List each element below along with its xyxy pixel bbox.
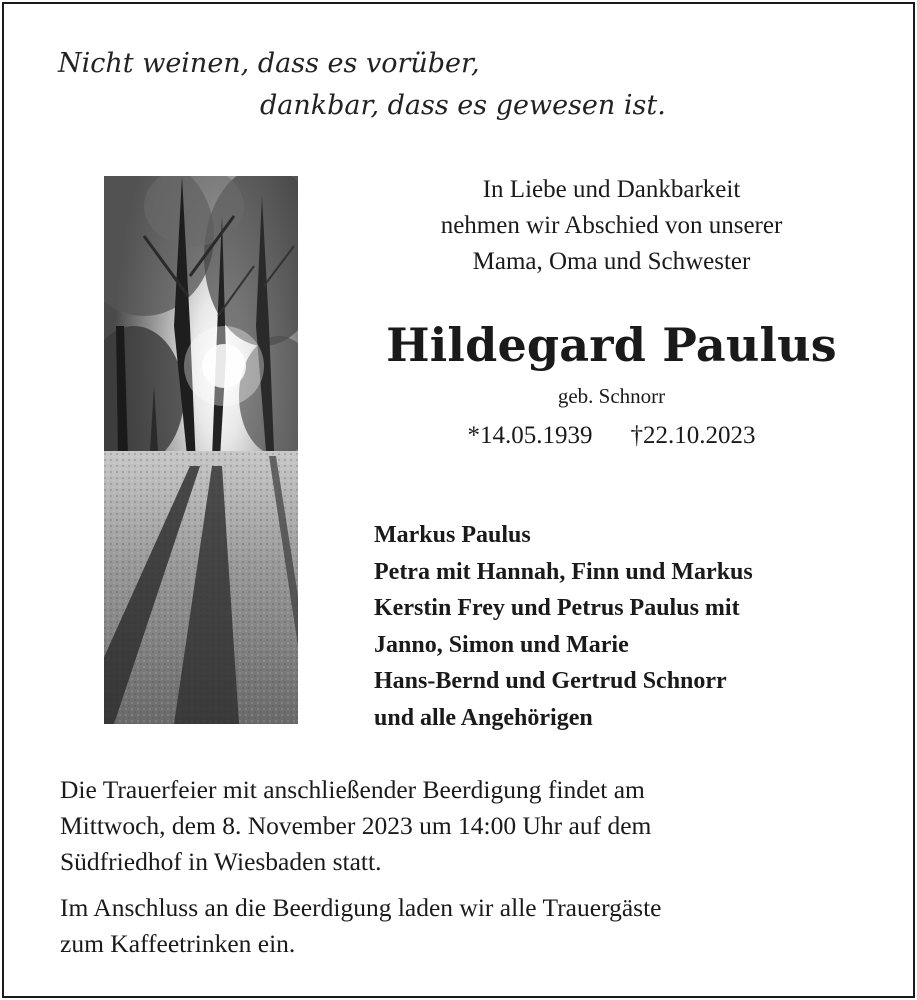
forest-sunlight-image xyxy=(104,176,298,724)
funeral-info xyxy=(60,772,880,880)
deceased-name: Hildegard Paulus xyxy=(386,318,837,372)
death-date: †22.10.2023 xyxy=(630,422,756,449)
intro-line-2: nehmen wir Abschied von unserer xyxy=(440,212,783,239)
maiden-name: geb. Schnorr xyxy=(557,384,666,408)
reception-info-line-1: Im Anschluss an die Beerdigung laden wir alle Trauergäste xyxy=(60,893,662,922)
funeral-info-line-2: Mittwoch, dem 8. November 2023 um 14:00 Uhr auf dem xyxy=(60,811,652,840)
funeral-info-line-3: Südfriedhof in Wiesbaden statt. xyxy=(60,847,382,876)
intro-line-1: In Liebe und Dankbarkeit xyxy=(482,176,741,203)
mourner-line: und alle Angehörigen xyxy=(374,704,593,731)
intro-text xyxy=(359,172,864,280)
obituary-frame xyxy=(2,2,915,998)
motto-line-2: dankbar, dass es gewesen ist. xyxy=(260,90,666,121)
mourner-line: Hans-Bernd und Gertrud Schnorr xyxy=(374,668,727,694)
mourner-line: Markus Paulus xyxy=(374,522,531,548)
funeral-info-line-1: Die Trauerfeier mit anschließender Beerdigung findet am xyxy=(60,775,645,804)
mourner-line: Kerstin Frey und Petrus Paulus mit xyxy=(374,595,740,621)
motto-line-1: Nicht weinen, dass es vorüber, xyxy=(58,48,480,79)
mourner-line: Petra mit Hannah, Finn und Markus xyxy=(374,558,753,585)
reception-info xyxy=(60,890,880,962)
life-dates xyxy=(359,422,864,450)
reception-info-line-2: zum Kaffeetrinken ein. xyxy=(60,929,296,958)
mourner-line: Janno, Simon und Marie xyxy=(374,631,629,658)
intro-line-3: Mama, Oma und Schwester xyxy=(472,248,751,275)
mourners-list xyxy=(374,517,894,736)
birth-date: *14.05.1939 xyxy=(467,422,593,449)
